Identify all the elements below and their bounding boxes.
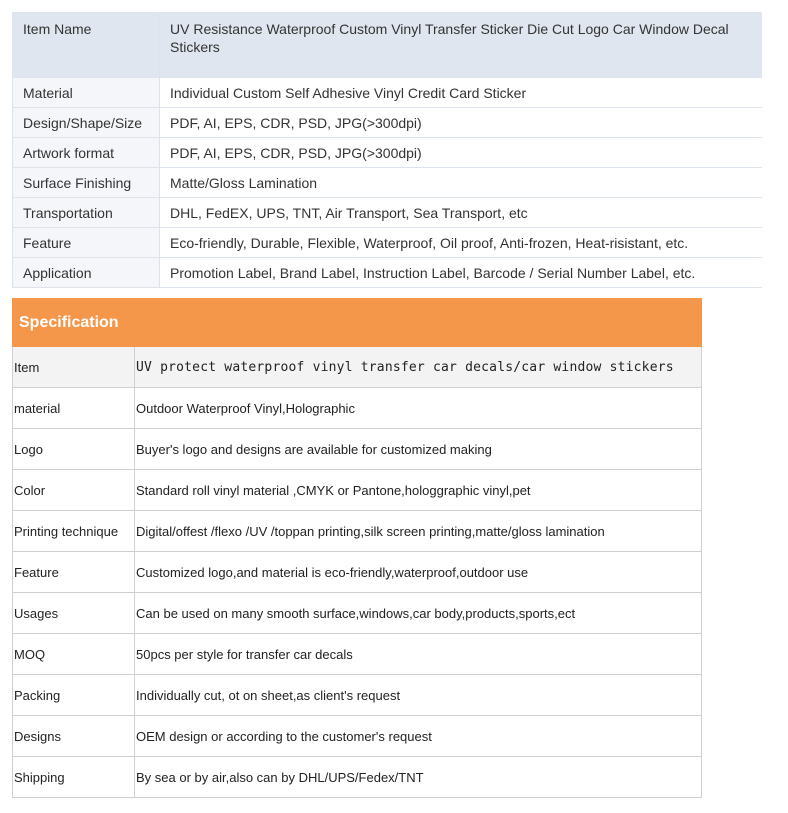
spec-value: Can be used on many smooth surface,windows,car body,products,sports,ect	[135, 593, 702, 634]
spec-label: Usages	[13, 593, 135, 634]
spec-label: Item	[13, 347, 135, 388]
table-row	[13, 675, 702, 716]
spec-value: By sea or by air,also can by DHL/UPS/Fedex/TNT	[135, 757, 702, 798]
row-value: Individual Custom Self Adhesive Vinyl Credit Card Sticker	[160, 78, 763, 108]
spec-value: UV protect waterproof vinyl transfer car decals/car window stickers	[135, 347, 702, 388]
table-row	[13, 78, 763, 108]
spec-value: Buyer's logo and designs are available for customized making	[135, 429, 702, 470]
spec-label: Shipping	[13, 757, 135, 798]
product-info-table	[12, 12, 762, 288]
table-row	[13, 757, 702, 798]
spec-value: 50pcs per style for transfer car decals	[135, 634, 702, 675]
spec-label: Feature	[13, 552, 135, 593]
row-value: Matte/Gloss Lamination	[160, 168, 763, 198]
row-label: Artwork format	[13, 138, 160, 168]
row-value: PDF, AI, EPS, CDR, PSD, JPG(>300dpi)	[160, 138, 763, 168]
row-value: DHL, FedEX, UPS, TNT, Air Transport, Sea Transport, etc	[160, 198, 763, 228]
row-label: Design/Shape/Size	[13, 108, 160, 138]
spec-value: Digital/offest /flexo /UV /toppan printing,silk screen printing,matte/gloss lamination	[135, 511, 702, 552]
table-row	[13, 228, 763, 258]
spec-value: Individually cut, ot on sheet,as client's request	[135, 675, 702, 716]
row-label: Application	[13, 258, 160, 288]
specification-header	[13, 299, 702, 347]
table-row	[13, 198, 763, 228]
product-name-row	[13, 13, 763, 78]
table-row	[13, 388, 702, 429]
spec-label: Logo	[13, 429, 135, 470]
specification-title: Specification	[13, 299, 702, 347]
spec-value: Standard roll vinyl material ,CMYK or Pantone,hologgraphic vinyl,pet	[135, 470, 702, 511]
row-value: PDF, AI, EPS, CDR, PSD, JPG(>300dpi)	[160, 108, 763, 138]
table-row	[13, 429, 702, 470]
table-row	[13, 138, 763, 168]
table-row	[13, 347, 702, 388]
table-row	[13, 716, 702, 757]
table-row	[13, 470, 702, 511]
table-row	[13, 258, 763, 288]
row-label: Feature	[13, 228, 160, 258]
spec-value: OEM design or according to the customer's request	[135, 716, 702, 757]
table-row	[13, 593, 702, 634]
spec-label: material	[13, 388, 135, 429]
spec-label: MOQ	[13, 634, 135, 675]
table-row	[13, 108, 763, 138]
spec-label: Packing	[13, 675, 135, 716]
product-name-label: Item Name	[13, 13, 160, 78]
spec-label: Color	[13, 470, 135, 511]
spec-label: Designs	[13, 716, 135, 757]
row-label: Transportation	[13, 198, 160, 228]
row-label: Surface Finishing	[13, 168, 160, 198]
spec-label: Printing technique	[13, 511, 135, 552]
spec-value: Customized logo,and material is eco-friendly,waterproof,outdoor use	[135, 552, 702, 593]
table-row	[13, 634, 702, 675]
table-row	[13, 552, 702, 593]
product-name-value: UV Resistance Waterproof Custom Vinyl Transfer Sticker Die Cut Logo Car Window Decal Stickers	[160, 13, 763, 78]
specification-table	[12, 298, 702, 798]
table-row	[13, 168, 763, 198]
spec-value: Outdoor Waterproof Vinyl,Holographic	[135, 388, 702, 429]
table-row	[13, 511, 702, 552]
row-label: Material	[13, 78, 160, 108]
row-value: Eco-friendly, Durable, Flexible, Waterproof, Oil proof, Anti-frozen, Heat-risistant, etc.	[160, 228, 763, 258]
row-value: Promotion Label, Brand Label, Instruction Label, Barcode / Serial Number Label, etc.	[160, 258, 763, 288]
